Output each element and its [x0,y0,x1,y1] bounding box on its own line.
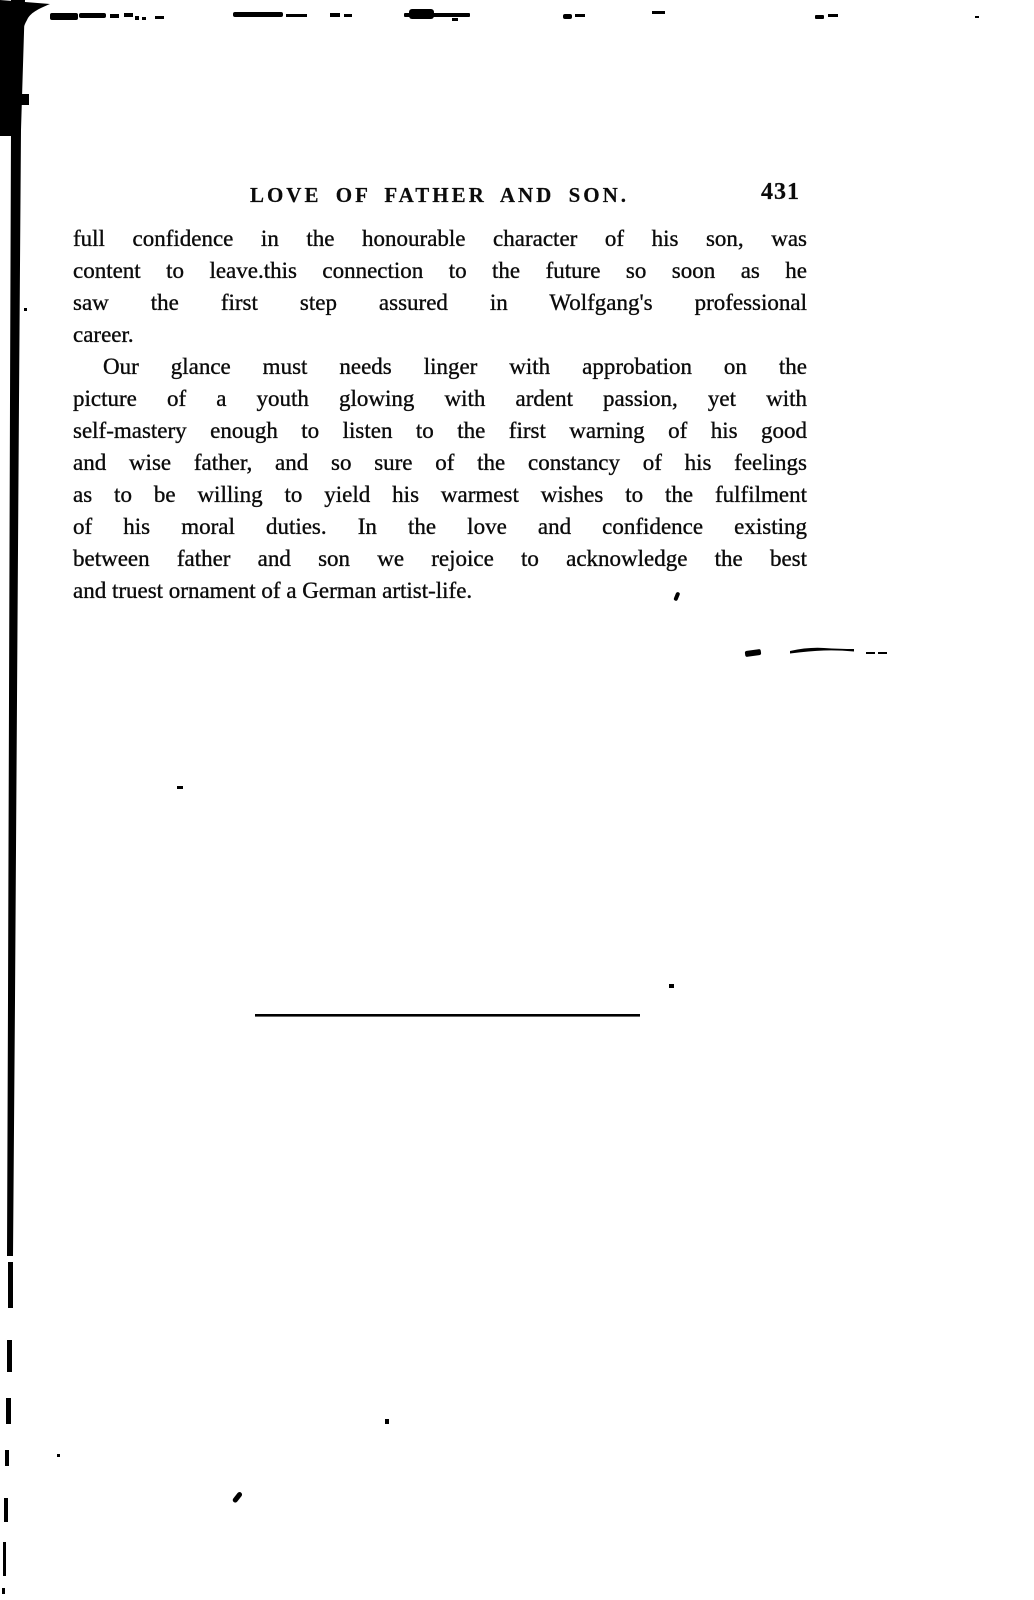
text-line: as to be willing to yield his warmest wishes to the fulfilment [73,482,807,507]
page-number: 431 [761,179,800,205]
text-line: picture of a youth glowing with ardent passion, yet with [73,386,807,411]
body-text [73,223,807,607]
text-line: full confidence in the honourable character of his son, was [73,226,807,251]
running-header-title: LOVE OF FATHER AND SON. [249,183,630,207]
text-line: saw the first step assured in Wolfgang's professional [73,290,807,315]
section-divider-rule [255,1014,640,1017]
text-line: career. [73,322,134,347]
text-line: between father and son we rejoice to acknowledge the best [73,546,807,571]
text-line: Our glance must needs linger with approbation on the [103,354,807,379]
text-line: and truest ornament of a German artist-life. [73,578,473,603]
text-line: and wise father, and so sure of the constancy of his feelings [73,450,807,475]
text-line: content to leave.this connection to the future so soon as he [73,258,807,283]
text-line: of his moral duties. In the love and confidence existing [73,514,807,539]
scan-left-strip [7,0,25,1256]
text-line: self-mastery enough to listen to the first warning of his good [73,418,807,443]
scan-corner-blob [0,0,50,136]
